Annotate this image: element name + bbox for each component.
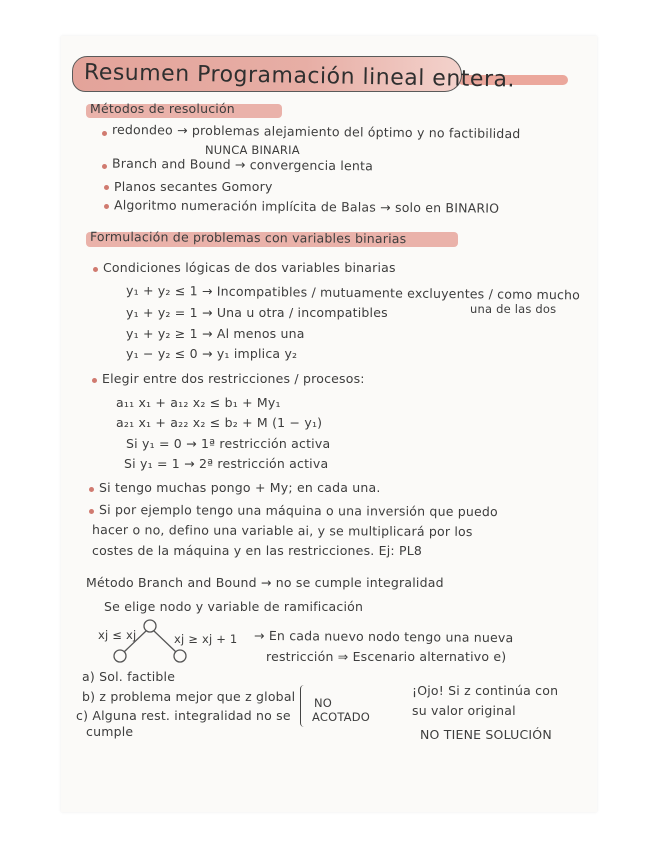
cond-row-3: y₁ + y₂ ≥ 1 → Al menos una	[126, 326, 305, 341]
note-line-3: NO TIENE SOLUCIÓN	[420, 727, 552, 742]
bullet	[102, 164, 107, 169]
case-b: b) z problema mejor que z global	[82, 689, 296, 704]
muchas-text: Si tengo muchas pongo + My; en cada una.	[99, 480, 381, 495]
section-heading-metodos: Métodos de resolución	[90, 101, 235, 116]
branch-desc-2: restricción ⇒ Escenario alternativo e)	[266, 649, 507, 664]
elegir-row-2: a₂₁ x₁ + a₂₂ x₂ ≤ b₂ + M (1 − y₁)	[116, 415, 323, 430]
branch-desc-1: → En cada nuevo nodo tengo una nueva	[253, 627, 514, 646]
bullet	[93, 267, 98, 272]
metodos-item-4: Algoritmo numeración implícita de Balas → solo en BINARIO	[113, 197, 500, 216]
cond-row-1: y₁ + y₂ ≤ 1 → Incompatibles / mutuamente excluyentes / como mucho	[125, 282, 581, 303]
bullet	[89, 509, 94, 514]
section-heading-formulacion: Formulación de problemas con variables binarias	[89, 228, 407, 247]
cond-row-2: y₁ + y₂ = 1 → Una u otra / incompatibles	[126, 305, 388, 320]
note-line-2: su valor original	[412, 703, 516, 718]
brace-label-acotado: ACOTADO	[312, 710, 371, 724]
brace-divider	[300, 685, 307, 727]
metodos-item-3: Planos secantes Gomory	[114, 179, 273, 194]
elegir-title: Elegir entre dos restricciones / procesos:	[102, 371, 365, 386]
ejemplo-line-3: costes de la máquina y en las restricciones. Ej: PL8	[92, 543, 423, 558]
bullet	[104, 204, 109, 209]
branch-sub: Se elige nodo y variable de ramificación	[104, 599, 364, 614]
bullet	[102, 131, 107, 136]
metodos-item-1: redondeo → problemas alejamiento del óptimo y no factibilidad	[111, 121, 521, 142]
tree-left-label: xj ≤ xj	[98, 628, 137, 642]
tree-right-node	[174, 650, 186, 662]
elegir-row-4: Si y₁ = 1 → 2ª restricción activa	[124, 456, 329, 471]
case-c: c) Alguna rest. integralidad no se	[76, 708, 291, 723]
bullet	[104, 185, 109, 190]
metodos-item-2: Branch and Bound → convergencia lenta	[111, 155, 374, 174]
elegir-row-3: Si y₁ = 0 → 1ª restricción activa	[126, 436, 331, 451]
bullet	[92, 378, 97, 383]
ejemplo-line-2: hacer o no, defino una variable ai, y se multiplicará por los	[91, 522, 473, 539]
page-title: Resumen Programación lineal entera.	[83, 60, 516, 93]
note-line-1: ¡Ojo! Si z continúa con	[412, 683, 559, 698]
tree-right-branch	[154, 631, 176, 652]
case-a: a) Sol. factible	[82, 669, 176, 684]
bullet	[89, 487, 94, 492]
branch-heading: Método Branch and Bound → no se cumple integralidad	[86, 575, 444, 590]
tree-right-label: xj ≥ xj + 1	[174, 632, 238, 646]
ejemplo-line-1: Si por ejemplo tengo una máquina o una inversión que puedo	[98, 501, 498, 520]
elegir-row-1: a₁₁ x₁ + a₁₂ x₂ ≤ b₁ + My₁	[116, 395, 281, 410]
cond-row-4: y₁ − y₂ ≤ 0 → y₁ implica y₂	[126, 346, 298, 361]
tree-root-node	[144, 620, 156, 632]
metodos-item-1-note: NUNCA BINARIA	[205, 143, 300, 157]
cond-row-1-cont: una de las dos	[470, 302, 557, 316]
brace-label-no: NO	[314, 696, 333, 710]
condiciones-title: Condiciones lógicas de dos variables binarias	[103, 260, 396, 275]
tree-left-node	[114, 650, 126, 662]
case-c-cont: cumple	[86, 724, 134, 739]
